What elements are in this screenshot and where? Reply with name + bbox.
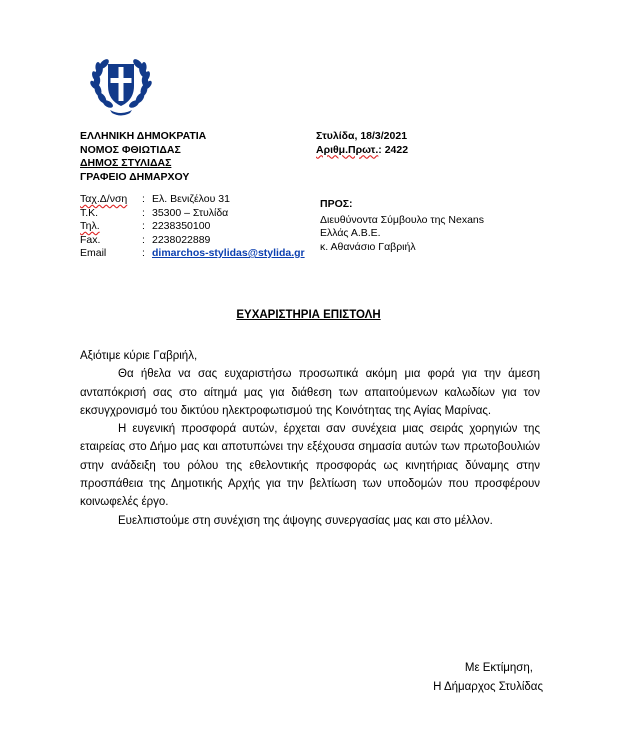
letter-paragraph: Θα ήθελα να σας ευχαριστήσω προσωπικά ακόμη μια φορά για την άμεση ανταπόκρισή σας στο αίτημά μας για διάθεση των απαιτούμενων καλωδίων για τον εκσυγχρονισμό του δικτύου ηλεκτροφωτισμού της Κοινότητας της Αγίας Μαρίνας.: [80, 368, 540, 417]
letter-body: [80, 347, 540, 530]
letter-paragraph: Ευελπιστούμε στη συνέχιση της άψογης συνεργασίας μας και στο μέλλον.: [118, 514, 493, 527]
protocol-line: [316, 144, 408, 158]
contact-value: 35300 – Στυλίδα: [152, 206, 229, 219]
contact-row-fax: Fax. : 2238022889: [80, 233, 211, 246]
recipient-line: Διευθύνοντα Σύμβουλο της Nexans: [320, 213, 484, 226]
contact-value: Ελ. Βενιζέλου 31: [152, 193, 230, 205]
protocol-number: : 2422: [378, 143, 409, 156]
recipient-heading: ΠΡΟΣ:: [320, 198, 353, 210]
contact-row-phone: Τηλ. : 2238350100: [80, 220, 211, 232]
sender-block: [80, 130, 310, 184]
signature-block: [433, 659, 543, 696]
contact-row-email: Email : dimarchos-stylidas@stylida.gr: [80, 247, 305, 259]
contact-label: Fax.: [80, 233, 101, 246]
greek-coat-of-arms-icon: [88, 52, 154, 118]
recipient-line: Ελλάς Α.Β.Ε.: [320, 227, 381, 239]
sender-line: ΕΛΛΗΝΙΚΗ ΔΗΜΟΚΡΑΤΙΑ: [80, 130, 207, 142]
sender-line: ΓΡΑΦΕΙΟ ΔΗΜΑΡΧΟΥ: [80, 170, 190, 183]
protocol-label: Αριθμ.Πρωτ.: [316, 143, 379, 156]
contact-label: Email: [80, 247, 107, 259]
recipient-line: κ. Αθανάσιο Γαβριήλ: [320, 240, 416, 253]
recipient-block: [320, 198, 484, 254]
contact-label: Τηλ.: [80, 220, 100, 232]
contact-label: Ταχ.Δ/νση: [80, 193, 128, 205]
email-link[interactable]: dimarchos-stylidas@stylida.gr: [152, 247, 305, 259]
date-protocol-block: [316, 130, 408, 157]
contact-details: [80, 193, 320, 261]
contact-row-postcode: Τ.Κ. : 35300 – Στυλίδα: [80, 206, 229, 219]
contact-row-address: Ταχ.Δ/νση : Ελ. Βενιζέλου 31: [80, 193, 230, 205]
contact-value: 2238022889: [152, 233, 211, 246]
closing-line: Με Εκτίμηση,: [464, 662, 533, 674]
sender-line: ΔΗΜΟΣ ΣΤΥΛΙΔΑΣ: [80, 157, 172, 169]
letter-greeting: Αξιότιμε κύριε Γαβριήλ,: [80, 350, 198, 362]
signer-line: Η Δήμαρχος Στυλίδας: [433, 680, 543, 693]
date-line: Στυλίδα, 18/3/2021: [316, 130, 408, 142]
letter-paragraph: Η ευγενική προσφορά αυτών, έρχεται σαν συνέχεια μιας σειράς χορηγιών της εταιρείας στο Δήμο μας και αποτυπώνει την εξέχουσα σημασία αυτών των πρωτοβουλιών στην ανάδειξη του ρόλου της εθελοντικής προσφοράς ως κινητήριας δύναμης στην προσπάθεια της Δημοτικής Αρχής για την βελτίωση των υποδομών που προσφέρουν κοινωφελές έργο.: [80, 423, 540, 509]
letter-subject: ΕΥΧΑΡΙΣΤΗΡΙΑ ΕΠΙΣΤΟΛΗ: [236, 309, 381, 321]
sender-line: ΝΟΜΟΣ ΦΘΙΩΤΙΔΑΣ: [80, 143, 181, 156]
contact-value: 2238350100: [152, 220, 211, 232]
contact-label: Τ.Κ.: [80, 206, 99, 219]
coat-of-arms-emblem: [88, 52, 154, 118]
